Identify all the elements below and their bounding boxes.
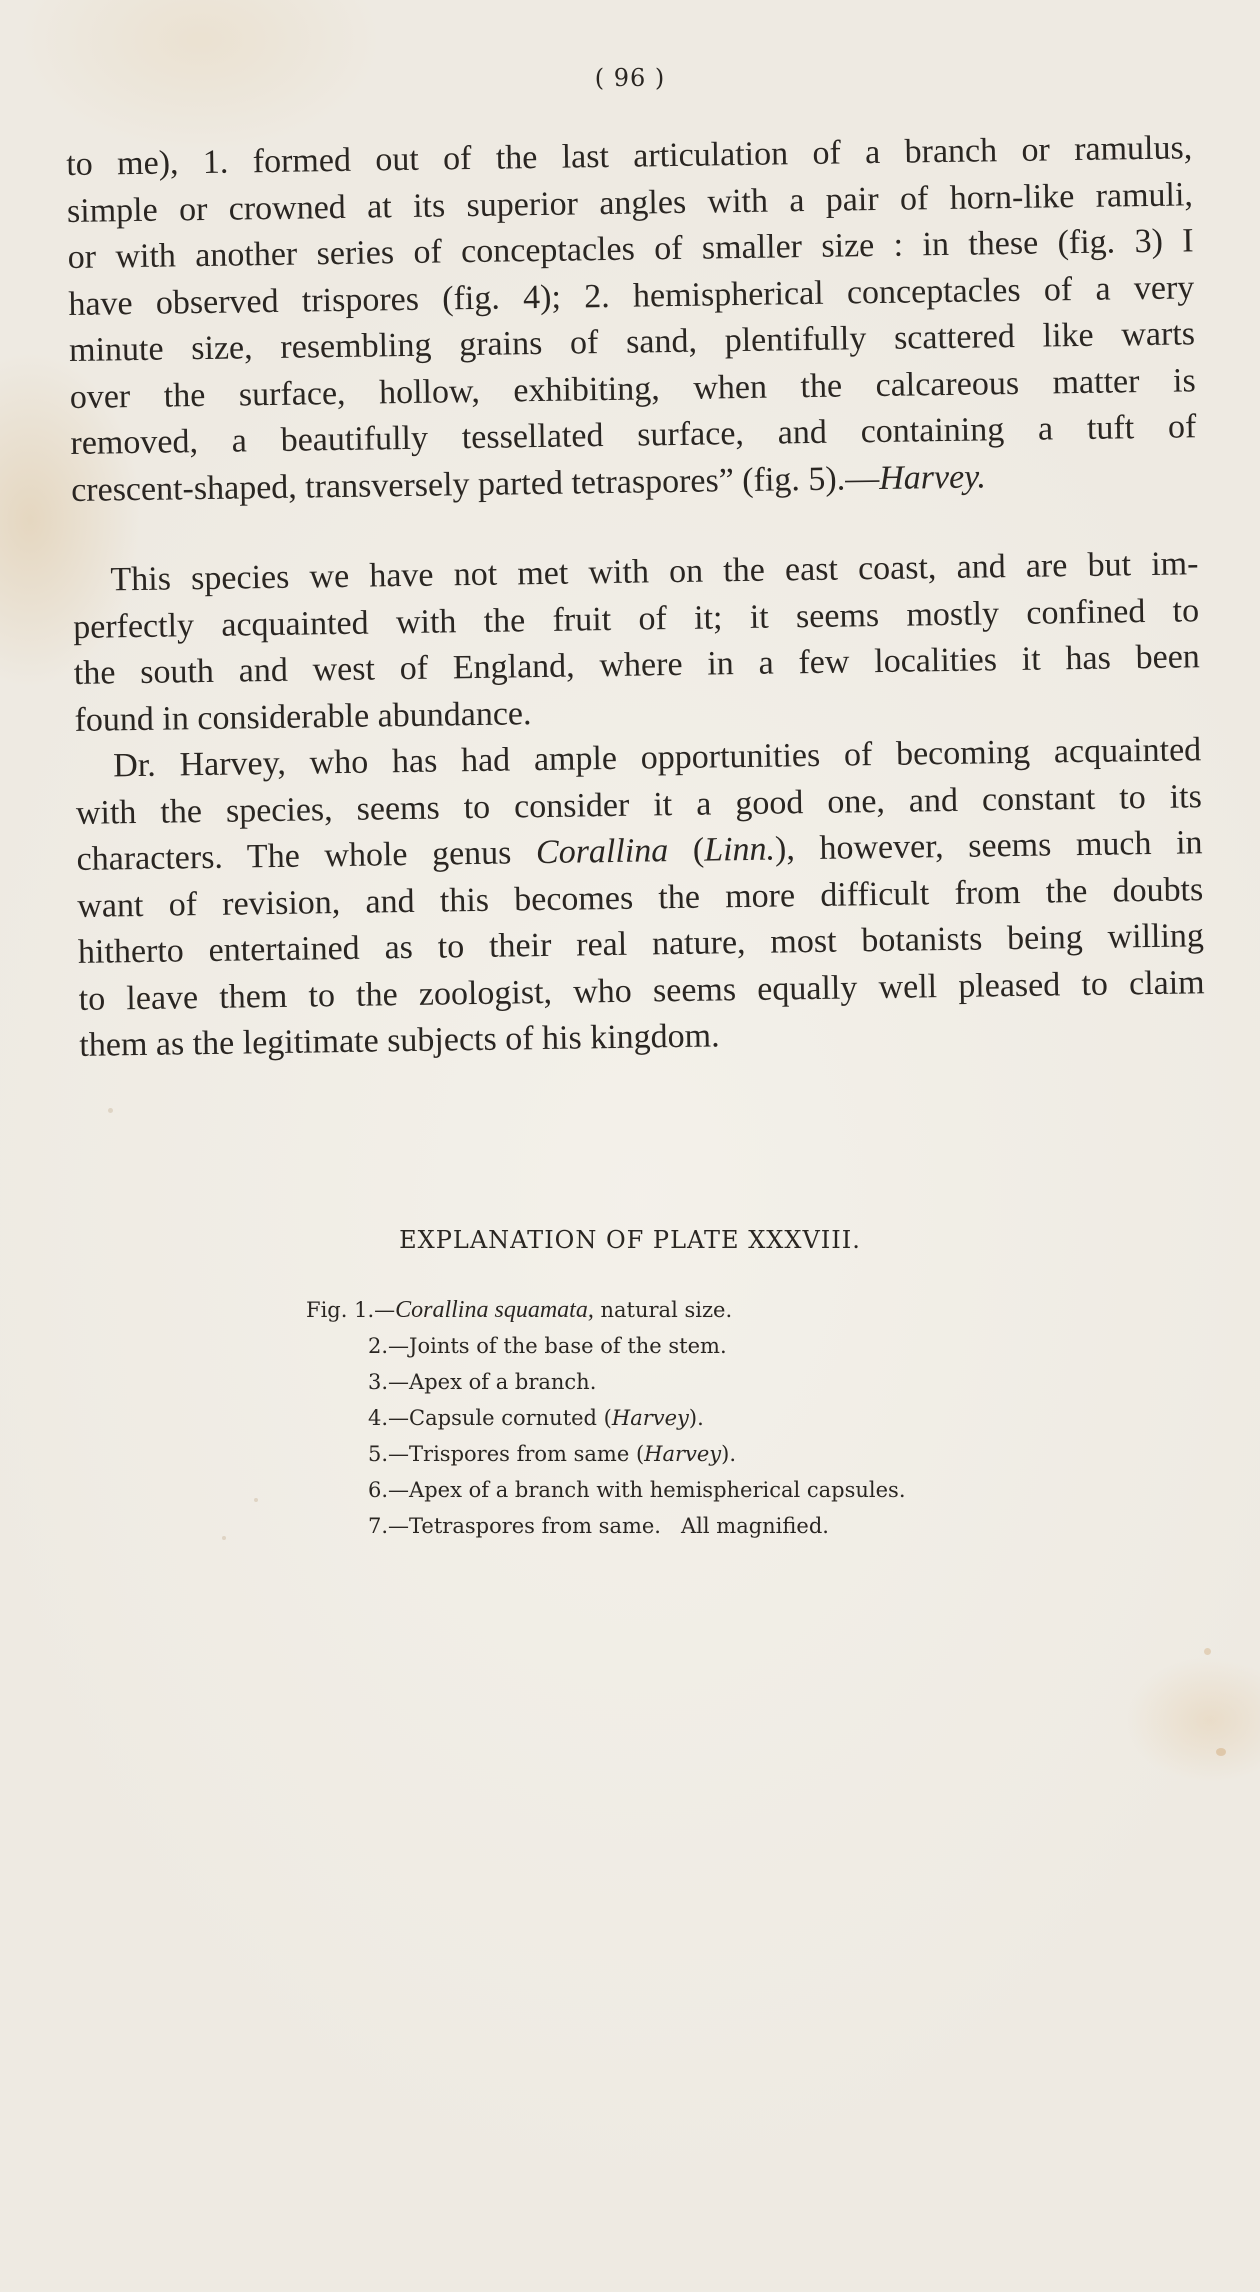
text-line: minute size, resembling grains of sand, plentifully scattered like warts (68, 315, 1196, 369)
figure-prefix: 5.— (368, 1442, 410, 1466)
caption-text: Joints of the base of the stem. (409, 1334, 727, 1358)
text-line: removed, a beautifully tessellated surface, and containing a tuft of (70, 408, 1197, 462)
text-run: ), however, seems much in (774, 824, 1203, 868)
figure-prefix: 7.— (368, 1514, 410, 1538)
caption-text: ). (688, 1406, 704, 1430)
plate-explanation-title: EXPLANATION OF PLATE XXXVIII. (399, 1226, 861, 1254)
paragraph-3 (75, 727, 1206, 1069)
figure-prefix: 3.— (368, 1370, 410, 1394)
figure-list (306, 1292, 906, 1544)
figure-prefix: 6.— (368, 1478, 410, 1502)
figure-prefix: 2.— (368, 1334, 410, 1358)
figure-item (306, 1436, 906, 1472)
authority-name: Linn. (703, 830, 776, 869)
text-line: Dr. Harvey, who has had ample opportunities of becoming acquainted (112, 731, 1202, 785)
text-line: to leave them to the zoologist, who seems equally well pleased to claim (78, 963, 1205, 1018)
text-line: simple or crowned at its superior angles with a pair of horn-like ramuli, (66, 175, 1194, 230)
text-run: crescent-shaped, transversely parted tetraspores” (fig. 5).— (70, 459, 880, 509)
genus-name: Corallina (535, 832, 669, 872)
text-line: This species we have not met with on the east coast, and are but im- (110, 545, 1199, 599)
figure-caption (395, 1298, 732, 1322)
paper-stain (1204, 1648, 1211, 1655)
figure-prefix: Fig. 1.— (306, 1298, 396, 1322)
text-line: hitherto entertained as to their real nature, most botanists being willing (77, 917, 1205, 971)
text-run: ( (667, 831, 705, 870)
figure-item (306, 1508, 906, 1544)
species-name: Corallina squamata, (395, 1297, 594, 1323)
page-number: ( 96 ) (594, 64, 666, 92)
text-line: or with another series of conceptacles of smaller size : in these (fig. 3) I (67, 222, 1194, 276)
author-citation: Harvey (611, 1406, 689, 1430)
caption-text: Apex of a branch with hemispherical capsules. (409, 1478, 906, 1502)
text-line: perfectly acquainted with the fruit of it; it seems mostly confined to (72, 591, 1200, 646)
caption-text: Apex of a branch. (409, 1370, 597, 1394)
paragraph-2 (72, 541, 1201, 744)
figure-prefix: 4.— (368, 1406, 410, 1430)
paper-stain (222, 1536, 226, 1540)
figure-item (306, 1472, 906, 1508)
caption-text: ). (721, 1442, 737, 1466)
caption-text: Capsule cornuted ( (409, 1406, 612, 1430)
paper-stain (254, 1498, 258, 1502)
caption-text: Tetraspores from same. All magnified. (409, 1514, 829, 1538)
text-line: to me), 1. formed out of the last articulation of a branch or ramulus, (66, 129, 1193, 183)
text-line: the south and west of England, where in a few localities it has been (73, 638, 1201, 692)
figure-item (306, 1292, 906, 1328)
paper-stain (108, 1108, 113, 1113)
author-citation: Harvey. (878, 457, 987, 497)
text-line: want of revision, and this becomes the more difficult from the doubts (77, 870, 1204, 925)
author-citation: Harvey (644, 1442, 722, 1466)
figure-item (306, 1328, 906, 1364)
text-line: them as the legitimate subjects of his kingdom. (79, 1017, 720, 1064)
paper-stain (1216, 1748, 1226, 1756)
text-line: with the species, seems to consider it a good one, and constant to its (75, 777, 1203, 832)
text-line: have observed trispores (fig. 4); 2. hemispherical conceptacles of a very (68, 268, 1195, 323)
caption-text: natural size. (593, 1298, 733, 1322)
text-line: over the surface, hollow, exhibiting, when the calcareous matter is (69, 361, 1196, 416)
figure-item (306, 1364, 906, 1400)
caption-text: Trispores from same ( (409, 1442, 645, 1466)
text-line: found in considerable abundance. (74, 694, 532, 739)
paragraph-1 (66, 125, 1197, 514)
body-text (66, 125, 1206, 1069)
text-run: characters. The whole genus (76, 834, 537, 878)
figure-item (306, 1400, 906, 1436)
